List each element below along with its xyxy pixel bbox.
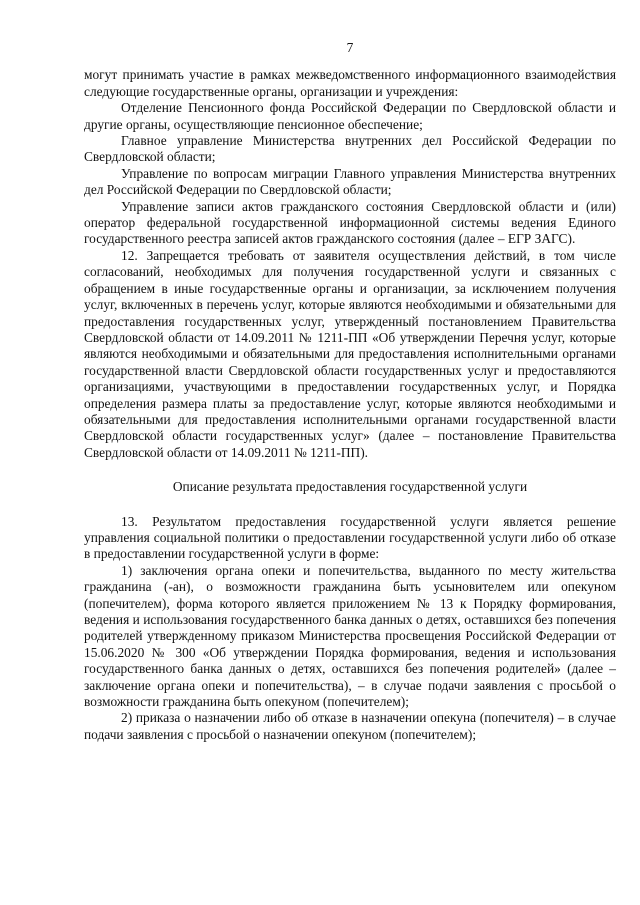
paragraph: 2) приказа о назначении либо об отказе в назначении опекуна (попечителя) – в случае подачи заявления с просьбой о назначении опекуном (попечителем); <box>84 710 616 742</box>
paragraph: 12. Запрещается требовать от заявителя осуществления действий, в том числе согласований, необходимых для получения государственной услуги и связанных с обращением в иные государственные органы и организации, за исключением получения услуг, включенных в перечень услуг, которые являются необходимыми и обязательными для предоставления государственных услуг, утвержденный постановлением Правительства Свердловской области от 14.09.2011 № 1211-ПП «Об утверждении Перечня услуг, которые являются необходимыми и обязательными для предоставления исполнительными органами государственной власти Свердловской области государственных услуг и предоставляются организациями, участвующими в предоставлении государственных услуг, и Порядка определения размера платы за предоставление услуг, которые являются необходимыми и обязательными для предоставления исполнительными органами государственной власти Свердловской области государственных услуг» (далее – постановление Правительства Свердловской области от 14.09.2011 № 1211-ПП). <box>84 247 616 460</box>
paragraph: могут принимать участие в рамках межведомственного информационного взаимодействия следующие государственные органы, организации и учреждения: <box>84 67 616 99</box>
paragraph: 13. Результатом предоставления государственной услуги является решение управления социальной политики о предоставлении государственной услуги либо об отказе в предоставлении государственной услуги в форме: <box>84 513 616 562</box>
paragraphs-before <box>84 67 616 461</box>
paragraph: 1) заключения органа опеки и попечительства, выданного по месту жительства гражданина (-ан), о возможности гражданина быть усыновителем или опекуном (попечителем), форма которого является приложением № 13 к Порядку формирования, ведения и использования государственного банка данных о детях, оставшихся без попечения родителей утвержденному приказом Министерства просвещения Российской Федерации от 15.06.2020 № 300 «Об утверждении Порядка формирования, ведения и использования государственного банка данных о детях, оставшихся без попечения родителей» (далее – заключение органа опеки и попечительства), – в случае подачи заявления с просьбой о возможности гражданина быть опекуном (попечителем); <box>84 562 616 710</box>
page-number: 7 <box>346 40 354 55</box>
paragraph: Отделение Пенсионного фонда Российской Федерации по Свердловской области и другие органы, осуществляющие пенсионное обеспечение; <box>84 100 616 132</box>
paragraph: Управление по вопросам миграции Главного управления Министерства внутренних дел Российской Федерации по Свердловской области; <box>84 165 616 198</box>
section-heading: Описание результата предоставления государственной услуги <box>172 479 528 495</box>
document-page <box>84 40 616 743</box>
paragraphs-after <box>84 514 616 744</box>
paragraph: Управление записи актов гражданского состояния Свердловской области и (или) оператор федеральной государственной информационной системы ведения Единого государственного реестра записей актов гражданского состояния (далее – ЕГР ЗАГС). <box>84 198 616 247</box>
paragraph: Главное управление Министерства внутренних дел Российской Федерации по Свердловской области; <box>84 133 616 165</box>
